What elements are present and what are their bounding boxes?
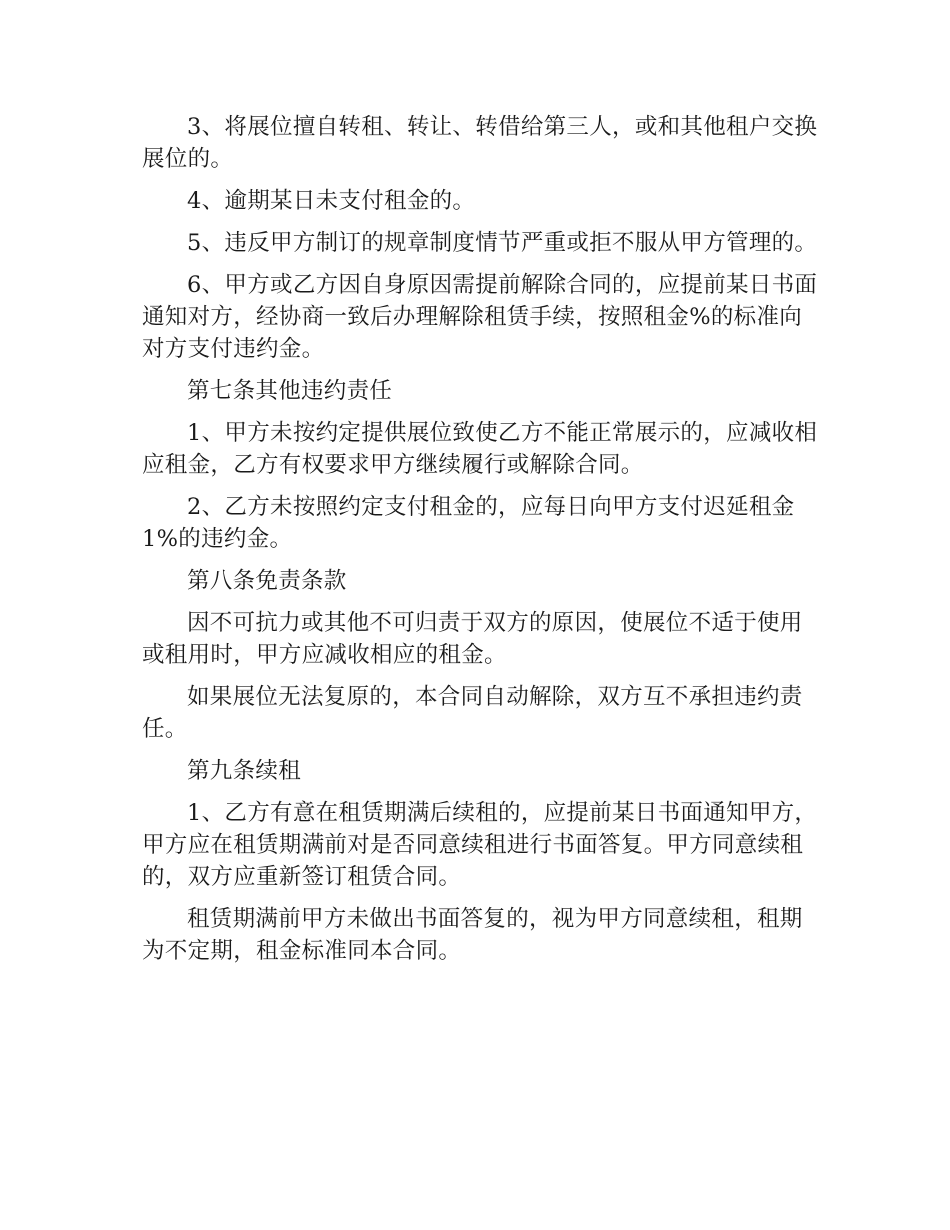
clause-item-5: 5、违反甲方制订的规章制度情节严重或拒不服从甲方管理的。 bbox=[187, 230, 818, 256]
article-8-paragraph-2: 如果展位无法复原的，本合同自动解除，双方互不承担违约责任。 bbox=[142, 684, 803, 742]
document-body bbox=[142, 111, 818, 977]
section-heading-article-7: 第七条其他违约责任 bbox=[187, 378, 393, 404]
clause-item-3: 3、将展位擅自转租、转让、转借给第三人，或和其他租户交换展位的。 bbox=[142, 114, 818, 172]
clause-item-4: 4、逾期某日未支付租金的。 bbox=[187, 188, 476, 214]
article-9-paragraph-2: 租赁期满前甲方未做出书面答复的，视为甲方同意续租，租期为不定期，租金标准同本合同。 bbox=[142, 906, 803, 964]
section-heading-article-8: 第八条免责条款 bbox=[187, 568, 347, 594]
article-9-item-1: 1、乙方有意在租赁期满后续租的，应提前某日书面通知甲方，甲方应在租赁期满前对是否同意续租进行书面答复。甲方同意续租的，双方应重新签订租赁合同。 bbox=[142, 800, 818, 890]
article-7-item-1: 1、甲方未按约定提供展位致使乙方不能正常展示的，应减收相应租金，乙方有权要求甲方继续履行或解除合同。 bbox=[142, 420, 818, 478]
clause-item-6: 6、甲方或乙方因自身原因需提前解除合同的，应提前某日书面通知对方，经协商一致后办理解除租赁手续，按照租金%的标准向对方支付违约金。 bbox=[142, 272, 818, 362]
article-7-item-2: 2、乙方未按照约定支付租金的，应每日向甲方支付迟延租金 1%的违约金。 bbox=[142, 494, 795, 552]
section-heading-article-9: 第九条续租 bbox=[187, 758, 302, 784]
article-8-paragraph-1: 因不可抗力或其他不可归责于双方的原因，使展位不适于使用或租用时，甲方应减收相应的租金。 bbox=[142, 610, 803, 668]
